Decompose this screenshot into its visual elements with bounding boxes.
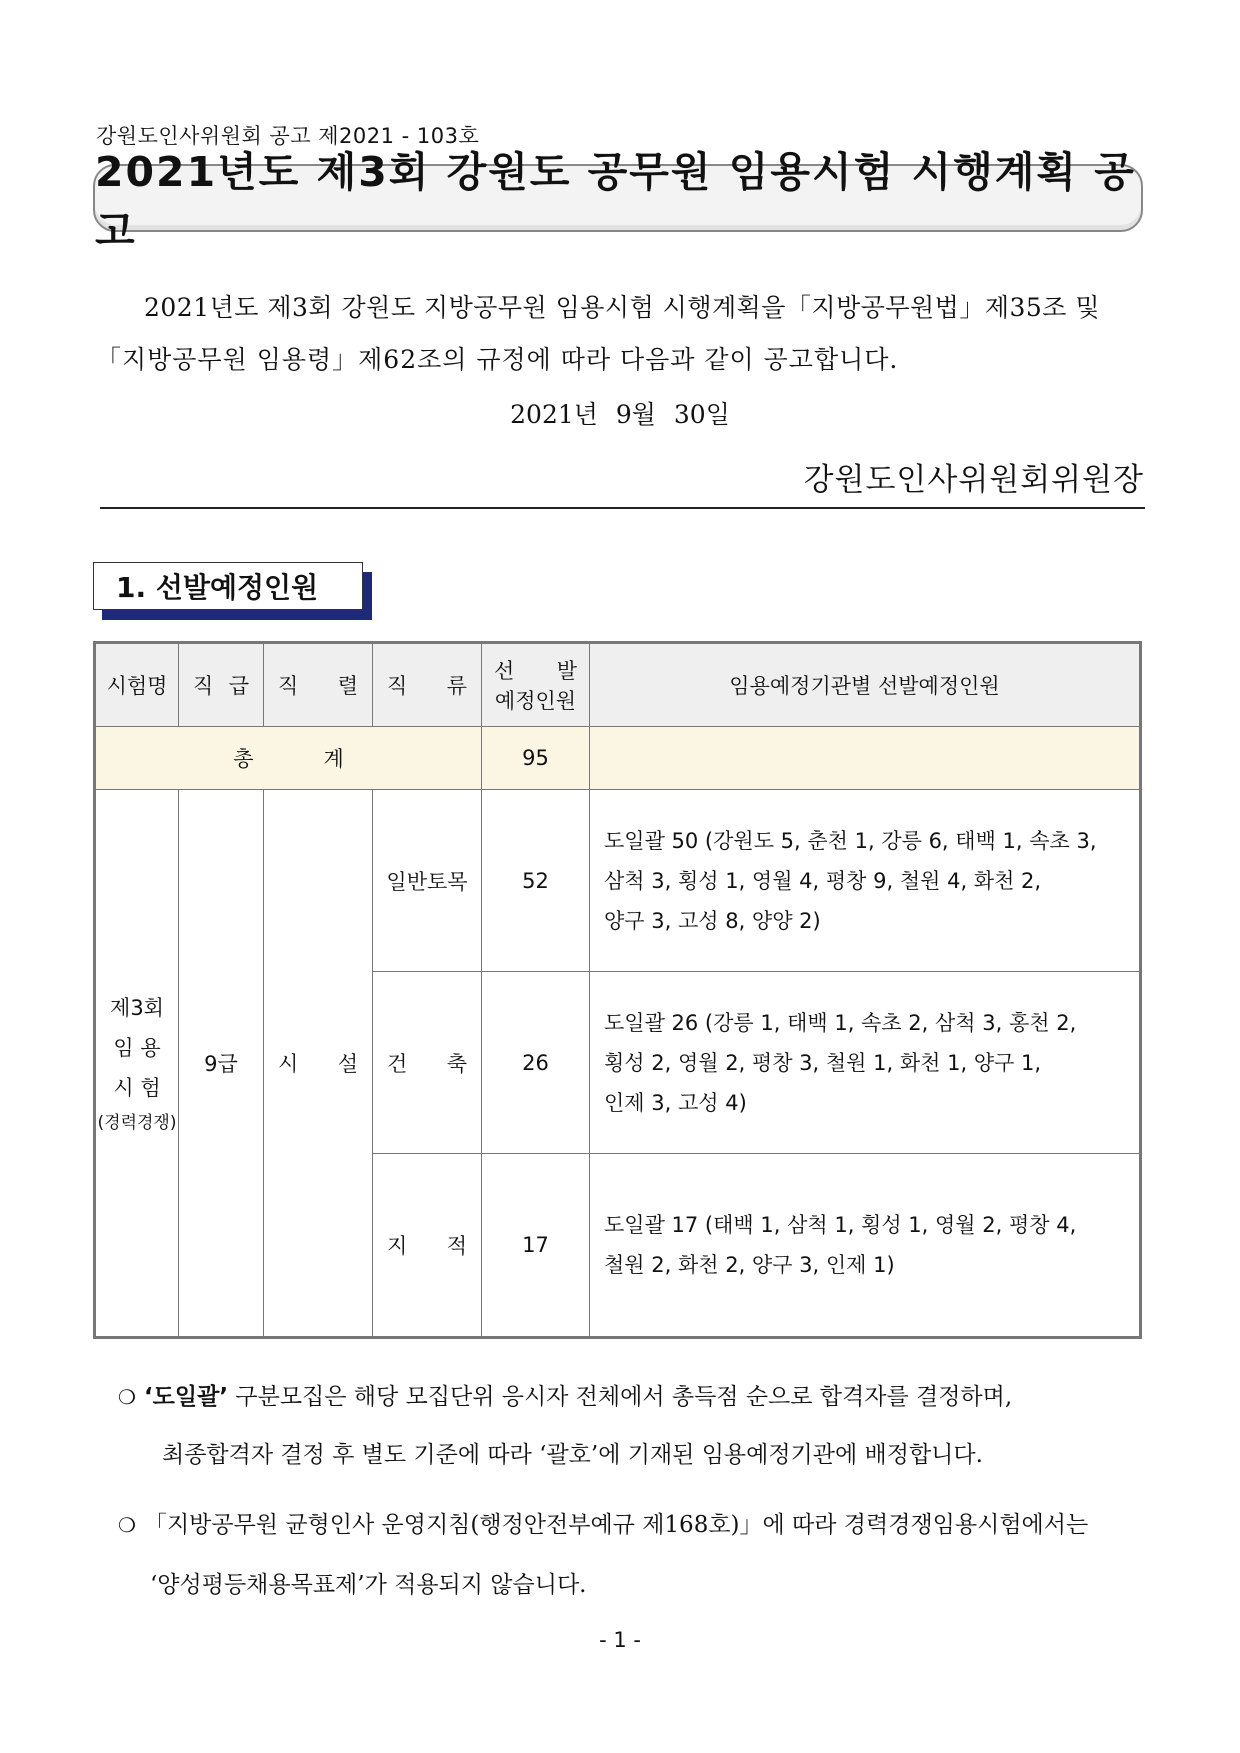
section-heading [93,562,363,610]
circle-bullet-icon: ❍ [118,1513,136,1537]
total-value: 95 [482,727,590,790]
note-1-text: 구분모집은 해당 모집단위 응시자 전체에서 총득점 순으로 합격자를 결정하며, [228,1384,1013,1410]
series-cell: 시 설 [264,790,373,1338]
class-cell: 건 축 [373,972,482,1154]
notice-date: 2021년 9월 30일 [510,400,730,429]
header-grade: 직 급 [179,643,264,727]
exam-name-cell: 제3회 임 용 시 험 (경력경쟁) [95,790,179,1338]
page-number: - 1 - [599,1628,641,1652]
note-2-line-2: ‘양성평등채용목표제’가 적용되지 않습니다. [150,1572,587,1598]
intro-paragraph [96,282,1156,386]
header-class: 직 류 [373,643,482,727]
class-cell: 지 적 [373,1154,482,1338]
note-1-line-2: 최종합격자 결정 후 별도 기준에 따라 ‘괄호’에 기재된 임용예정기관에 배정합니다. [162,1442,983,1468]
count-cell: 52 [482,790,590,972]
note-1-line-1 [118,1378,1012,1411]
section-heading-label: 1. 선발예정인원 [116,571,319,604]
divider [100,507,1145,509]
notice-number: 강원도인사위원회 공고 제2021 - 103호 [96,124,480,148]
total-label: 총 계 [95,727,482,790]
intro-line-1: 2021년도 제3회 강원도 지방공무원 임용시험 시행계획을「지방공무원법」제35조 및 [144,293,1101,322]
header-detail: 임용예정기관별 선발예정인원 [590,643,1141,727]
recruitment-table [93,641,1142,1339]
detail-cell: 도일괄 50 (강원도 5, 춘천 1, 강릉 6, 태백 1, 속초 3, 삼척 3, 횡성 1, 영월 4, 평창 9, 철원 4, 화천 2, 양구 3, 고성 8, 양양 2) [590,790,1141,972]
table-header-row [95,643,1141,727]
detail-cell: 도일괄 26 (강릉 1, 태백 1, 속초 2, 삼척 3, 홍천 2, 횡성 2, 영월 2, 평창 3, 철원 1, 화천 1, 양구 1, 인제 3, 고성 4) [590,972,1141,1154]
total-row [95,727,1141,790]
count-cell: 26 [482,972,590,1154]
class-cell: 일반토목 [373,790,482,972]
header-exam: 시험명 [95,643,179,727]
detail-cell: 도일괄 17 (태백 1, 삼척 1, 횡성 1, 영월 2, 평창 4, 철원 2, 화천 2, 양구 3, 인제 1) [590,1154,1141,1338]
note-2-text: 「지방공무원 균형인사 운영지침(행정안전부예규 제168호)」에 따라 경력경쟁임용시험에서는 [143,1512,1089,1538]
note-2-line-1 [118,1506,1088,1539]
intro-line-2: 「지방공무원 임용령」제62조의 규정에 따라 다음과 같이 공고합니다. [96,345,899,374]
title-banner [93,148,1143,255]
grade-cell: 9급 [179,790,264,1338]
issuer: 강원도인사위원회위원장 [803,462,1144,498]
page-title: 2021년도 제3회 강원도 공무원 임용시험 시행계획 공고 [95,148,1136,255]
circle-bullet-icon: ❍ [118,1385,136,1409]
note-1-bold: ‘도일괄’ [143,1384,229,1410]
header-series: 직 렬 [264,643,373,727]
header-count: 선 발 예정인원 [482,643,590,727]
total-detail [590,727,1141,790]
table-row [95,790,1141,972]
count-cell: 17 [482,1154,590,1338]
